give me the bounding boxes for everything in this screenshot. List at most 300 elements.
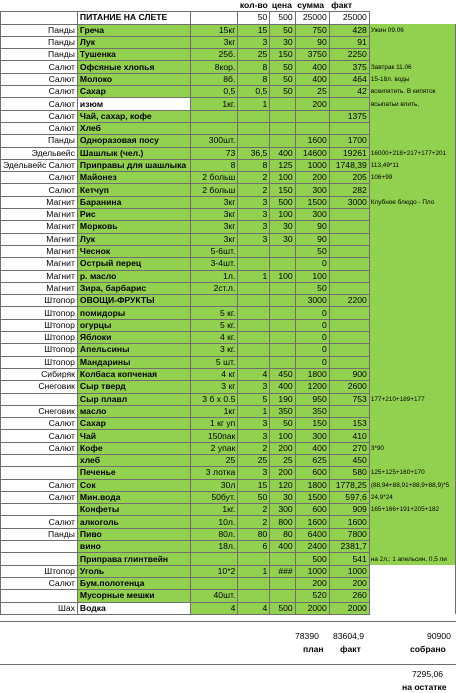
item-name-cell[interactable]: Яблоки (77, 332, 190, 344)
fact-cell[interactable]: 91 (329, 36, 369, 48)
qty-cell[interactable]: 3 (238, 221, 270, 233)
group-cell[interactable]: Салют (1, 418, 78, 430)
sum-cell[interactable] (295, 110, 329, 122)
sum-cell[interactable]: 0 (295, 332, 329, 344)
item-name-cell[interactable]: Уголь (77, 565, 190, 577)
note-cell[interactable] (369, 110, 455, 122)
group-cell[interactable]: Салют (1, 430, 78, 442)
sum-cell[interactable]: 90 (295, 233, 329, 245)
price-cell[interactable]: 50 (270, 418, 295, 430)
group-cell[interactable]: Магнит (1, 233, 78, 245)
qty-cell[interactable]: 2 (238, 172, 270, 184)
fact-cell[interactable] (329, 233, 369, 245)
group-cell[interactable]: Сибиряк (1, 368, 78, 380)
price-cell[interactable]: 30 (270, 36, 295, 48)
price-cell[interactable]: 200 (270, 467, 295, 479)
item-name-cell[interactable]: Приправы для шашлыка (77, 159, 190, 171)
fact-cell[interactable] (329, 122, 369, 134)
item-name-cell[interactable]: Колбаса копченая (77, 368, 190, 380)
item-name-cell[interactable]: Тушенка (77, 49, 190, 61)
price-cell[interactable]: 100 (270, 430, 295, 442)
fact-cell[interactable]: 450 (329, 454, 369, 466)
group-cell[interactable]: Панды (1, 528, 78, 540)
price-cell[interactable] (270, 98, 295, 110)
item-name-cell[interactable]: Рис (77, 209, 190, 221)
qty-cell[interactable]: 1 (238, 565, 270, 577)
group-cell[interactable] (1, 504, 78, 516)
sum-cell[interactable]: 3750 (295, 49, 329, 61)
item-name-cell[interactable]: Апельсины (77, 344, 190, 356)
item-name-cell[interactable]: Мин.вода (77, 491, 190, 503)
item-name-cell[interactable]: Сок (77, 479, 190, 491)
group-cell[interactable]: Магнит (1, 209, 78, 221)
group-cell[interactable]: Салют (1, 442, 78, 454)
price-cell[interactable]: 400 (270, 541, 295, 553)
note-cell[interactable] (369, 307, 455, 319)
unit-cell[interactable]: 80л. (191, 528, 238, 540)
unit-cell[interactable]: 8кор. (191, 61, 238, 73)
note-cell[interactable] (369, 135, 455, 147)
note-cell[interactable] (369, 368, 455, 380)
price-cell[interactable] (270, 258, 295, 270)
fact-cell[interactable]: 2600 (329, 381, 369, 393)
price-cell[interactable] (270, 577, 295, 589)
item-name-cell[interactable]: Пиво (77, 528, 190, 540)
unit-cell[interactable]: 4 кг. (191, 332, 238, 344)
sum-cell[interactable]: 90 (295, 36, 329, 48)
qty-cell[interactable] (238, 282, 270, 294)
note-cell[interactable] (369, 565, 455, 577)
group-cell[interactable]: Панды (1, 24, 78, 36)
fact-cell[interactable] (329, 282, 369, 294)
note-cell[interactable]: 125+125+160+170 (369, 467, 455, 479)
sum-cell[interactable]: 950 (295, 393, 329, 405)
fact-cell[interactable]: 153 (329, 418, 369, 430)
sum-cell[interactable]: 1600 (295, 135, 329, 147)
unit-cell[interactable]: 1кг. (191, 504, 238, 516)
note-cell[interactable]: Ужин 09.06 (369, 24, 455, 36)
item-name-cell[interactable]: Сыр тверд (77, 381, 190, 393)
qty-cell[interactable]: 2 (238, 184, 270, 196)
group-cell[interactable]: Штопор (1, 565, 78, 577)
item-name-cell[interactable]: Баранина (77, 196, 190, 208)
group-cell[interactable] (1, 467, 78, 479)
fact-cell[interactable] (329, 221, 369, 233)
qty-cell[interactable]: 50 (238, 491, 270, 503)
group-cell[interactable]: Магнит (1, 196, 78, 208)
item-name-cell[interactable]: Лук (77, 233, 190, 245)
qty-cell[interactable] (238, 319, 270, 331)
qty-cell[interactable]: 3 (238, 430, 270, 442)
unit-cell[interactable]: 73 (191, 147, 238, 159)
price-cell[interactable]: 120 (270, 479, 295, 491)
unit-cell[interactable]: 1л. (191, 270, 238, 282)
price-cell[interactable]: 50 (270, 24, 295, 36)
group-cell[interactable]: Эдельвейс (1, 147, 78, 159)
fact-cell[interactable]: 260 (329, 590, 369, 602)
unit-cell[interactable]: 4 (191, 602, 238, 614)
note-cell[interactable] (369, 319, 455, 331)
sum-cell[interactable]: 0 (295, 319, 329, 331)
unit-cell[interactable]: 25 (191, 454, 238, 466)
qty-cell[interactable]: 4 (238, 602, 270, 614)
note-cell[interactable]: 165+166+191+205+182 (369, 504, 455, 516)
unit-cell[interactable]: 4 кг (191, 368, 238, 380)
fact-cell[interactable]: 428 (329, 24, 369, 36)
unit-cell[interactable]: 5 шт. (191, 356, 238, 368)
qty-cell[interactable]: 3 (238, 196, 270, 208)
group-cell[interactable]: Салют (1, 577, 78, 589)
price-cell[interactable] (270, 344, 295, 356)
price-cell[interactable] (270, 110, 295, 122)
qty-cell[interactable]: 3 (238, 381, 270, 393)
group-cell[interactable] (1, 553, 78, 565)
sum-cell[interactable]: 1800 (295, 479, 329, 491)
header-sum[interactable]: сумма (295, 0, 329, 12)
price-cell[interactable]: 30 (270, 491, 295, 503)
unit-cell[interactable] (191, 295, 238, 307)
qty-cell[interactable] (238, 245, 270, 257)
note-cell[interactable]: на 2л.: 1 апельсин, 0,5 ли (369, 553, 455, 565)
price-cell[interactable] (270, 122, 295, 134)
note-cell[interactable] (369, 49, 455, 61)
fact-cell[interactable]: 2200 (329, 295, 369, 307)
group-cell[interactable]: Салют (1, 73, 78, 85)
item-name-cell[interactable]: ОВОЩИ-ФРУКТЫ (77, 295, 190, 307)
unit-cell[interactable]: 30л (191, 479, 238, 491)
unit-cell[interactable]: 25б. (191, 49, 238, 61)
fact-cell[interactable]: 200 (329, 577, 369, 589)
unit-cell[interactable]: 5 кг. (191, 319, 238, 331)
qty-cell[interactable]: 3 (238, 467, 270, 479)
price-cell[interactable]: ### (270, 565, 295, 577)
item-name-cell[interactable]: Чай, сахар, кофе (77, 110, 190, 122)
title-price[interactable]: 500 (270, 12, 295, 24)
sum-cell[interactable]: 350 (295, 405, 329, 417)
unit-cell[interactable]: 2 больш (191, 172, 238, 184)
unit-cell[interactable]: 15кг (191, 24, 238, 36)
note-cell[interactable] (369, 258, 455, 270)
title-sum[interactable]: 25000 (295, 12, 329, 24)
group-cell[interactable]: Салют (1, 479, 78, 491)
fact-cell[interactable]: 464 (329, 73, 369, 85)
note-cell[interactable]: (88,94+88,91+88,9+88,9)*5 (369, 479, 455, 491)
fact-cell[interactable]: 205 (329, 172, 369, 184)
fact-cell[interactable]: 1000 (329, 565, 369, 577)
unit-cell[interactable] (191, 110, 238, 122)
qty-cell[interactable]: 36,5 (238, 147, 270, 159)
qty-cell[interactable] (238, 110, 270, 122)
fact-cell[interactable] (329, 405, 369, 417)
group-cell[interactable]: Магнит (1, 282, 78, 294)
price-cell[interactable]: 30 (270, 233, 295, 245)
group-cell[interactable]: Магнит (1, 245, 78, 257)
fact-total-value[interactable]: 83604,9 (333, 631, 365, 641)
price-cell[interactable]: 500 (270, 602, 295, 614)
unit-cell[interactable]: 150пак (191, 430, 238, 442)
title-label[interactable]: ПИТАНИЕ НА СЛЕТЕ (77, 12, 190, 24)
item-name-cell[interactable]: Чай (77, 430, 190, 442)
fact-cell[interactable]: 282 (329, 184, 369, 196)
note-cell[interactable] (369, 405, 455, 417)
sum-cell[interactable]: 0 (295, 344, 329, 356)
sum-cell[interactable]: 400 (295, 73, 329, 85)
note-cell[interactable]: 3*90 (369, 442, 455, 454)
qty-cell[interactable] (238, 135, 270, 147)
item-name-cell[interactable]: Морковь (77, 221, 190, 233)
item-name-cell[interactable]: масло (77, 405, 190, 417)
note-cell[interactable]: 24,9*24 (369, 491, 455, 503)
unit-cell[interactable] (191, 122, 238, 134)
fact-cell[interactable]: 3000 (329, 196, 369, 208)
unit-cell[interactable]: 1кг (191, 405, 238, 417)
note-cell[interactable] (369, 381, 455, 393)
note-cell[interactable]: вскипятить. В кипяток (369, 86, 455, 98)
note-cell[interactable] (369, 356, 455, 368)
note-cell[interactable] (369, 516, 455, 528)
title-cell-empty[interactable] (1, 12, 78, 24)
fact-cell[interactable]: 1778,25 (329, 479, 369, 491)
note-cell[interactable] (369, 528, 455, 540)
item-name-cell[interactable]: Бум.полотенца (77, 577, 190, 589)
qty-cell[interactable] (238, 590, 270, 602)
sum-cell[interactable]: 400 (295, 61, 329, 73)
price-cell[interactable]: 100 (270, 270, 295, 282)
fact-cell[interactable] (329, 344, 369, 356)
qty-cell[interactable]: 2 (238, 504, 270, 516)
sum-cell[interactable]: 1600 (295, 516, 329, 528)
unit-cell[interactable]: 3 лотка (191, 467, 238, 479)
group-cell[interactable]: Штопор (1, 332, 78, 344)
fact-cell[interactable]: 580 (329, 467, 369, 479)
qty-cell[interactable]: 2 (238, 442, 270, 454)
collected-value[interactable]: 90900 (427, 631, 451, 641)
unit-cell[interactable]: 1кг. (191, 98, 238, 110)
qty-cell[interactable]: 1 (238, 405, 270, 417)
group-cell[interactable] (1, 541, 78, 553)
fact-cell[interactable]: 900 (329, 368, 369, 380)
fact-cell[interactable] (329, 245, 369, 257)
fact-cell[interactable]: 1600 (329, 516, 369, 528)
qty-cell[interactable] (238, 307, 270, 319)
group-cell[interactable]: Штопор (1, 319, 78, 331)
sum-cell[interactable]: 90 (295, 221, 329, 233)
unit-cell[interactable]: 3кг (191, 233, 238, 245)
fact-cell[interactable]: 410 (329, 430, 369, 442)
note-cell[interactable] (369, 430, 455, 442)
item-name-cell[interactable]: Сахар (77, 86, 190, 98)
note-cell[interactable]: Клубное блюдо - Пло (369, 196, 455, 208)
unit-cell[interactable]: 8 (191, 159, 238, 171)
group-cell[interactable] (1, 590, 78, 602)
sum-cell[interactable]: 750 (295, 24, 329, 36)
fact-cell[interactable]: 1375 (329, 110, 369, 122)
unit-cell[interactable] (191, 553, 238, 565)
qty-cell[interactable] (238, 356, 270, 368)
group-cell[interactable]: Панды (1, 49, 78, 61)
sum-cell[interactable]: 300 (295, 430, 329, 442)
unit-cell[interactable]: 3кг (191, 209, 238, 221)
fact-cell[interactable]: 2250 (329, 49, 369, 61)
item-name-cell[interactable]: Кетчуп (77, 184, 190, 196)
note-cell[interactable] (369, 344, 455, 356)
group-cell[interactable]: Шах (1, 602, 78, 614)
group-cell[interactable]: Салют (1, 122, 78, 134)
unit-cell[interactable]: 18л. (191, 541, 238, 553)
sum-cell[interactable]: 100 (295, 270, 329, 282)
fact-cell[interactable]: 2381,7 (329, 541, 369, 553)
price-cell[interactable]: 150 (270, 184, 295, 196)
item-name-cell[interactable]: р. масло (77, 270, 190, 282)
group-cell[interactable]: Салют (1, 184, 78, 196)
header-price[interactable]: цена (270, 0, 295, 12)
qty-cell[interactable]: 3 (238, 233, 270, 245)
price-cell[interactable]: 350 (270, 405, 295, 417)
fact-cell[interactable] (329, 307, 369, 319)
item-name-cell[interactable]: Шашлык (чел.) (77, 147, 190, 159)
note-cell[interactable] (369, 418, 455, 430)
plan-value[interactable]: 78390 (295, 631, 319, 641)
unit-cell[interactable] (191, 577, 238, 589)
qty-cell[interactable] (238, 332, 270, 344)
note-cell[interactable] (369, 541, 455, 553)
note-cell[interactable]: 16000+218+217+177+201 (369, 147, 455, 159)
sum-cell[interactable]: 1000 (295, 159, 329, 171)
qty-cell[interactable]: 1 (238, 270, 270, 282)
price-cell[interactable]: 100 (270, 172, 295, 184)
price-cell[interactable]: 50 (270, 86, 295, 98)
group-cell[interactable]: Панды (1, 36, 78, 48)
sum-cell[interactable]: 0 (295, 258, 329, 270)
unit-cell[interactable]: 2 больш (191, 184, 238, 196)
item-name-cell[interactable]: Водка (77, 602, 190, 614)
price-cell[interactable]: 125 (270, 159, 295, 171)
item-name-cell[interactable]: Острый перец (77, 258, 190, 270)
sum-cell[interactable]: 1000 (295, 565, 329, 577)
price-cell[interactable]: 400 (270, 381, 295, 393)
unit-cell[interactable]: 3кг (191, 221, 238, 233)
price-cell[interactable]: 50 (270, 61, 295, 73)
unit-cell[interactable]: 5 кг. (191, 307, 238, 319)
note-cell[interactable] (369, 577, 455, 589)
sum-cell[interactable]: 1200 (295, 381, 329, 393)
qty-cell[interactable]: 3 (238, 36, 270, 48)
price-cell[interactable] (270, 245, 295, 257)
price-cell[interactable]: 450 (270, 368, 295, 380)
item-name-cell[interactable]: Зира, барбарис (77, 282, 190, 294)
group-cell[interactable]: Салют (1, 110, 78, 122)
header-qty[interactable]: кол-во (239, 0, 268, 11)
unit-cell[interactable]: 3 кг. (191, 344, 238, 356)
item-name-cell[interactable]: Майонез (77, 172, 190, 184)
qty-cell[interactable]: 4 (238, 368, 270, 380)
qty-cell[interactable] (238, 344, 270, 356)
price-cell[interactable] (270, 307, 295, 319)
qty-cell[interactable]: 25 (238, 454, 270, 466)
item-name-cell[interactable]: хлеб (77, 454, 190, 466)
qty-cell[interactable]: 8 (238, 73, 270, 85)
qty-cell[interactable]: 3 (238, 209, 270, 221)
sum-cell[interactable]: 1500 (295, 196, 329, 208)
item-name-cell[interactable]: алкоголь (77, 516, 190, 528)
note-cell[interactable]: 15-18л. воды (369, 73, 455, 85)
sum-cell[interactable] (295, 122, 329, 134)
note-cell[interactable]: всыпатьи влить, (369, 98, 455, 110)
price-cell[interactable]: 190 (270, 393, 295, 405)
unit-cell[interactable]: 3 кг (191, 381, 238, 393)
qty-cell[interactable]: 2 (238, 516, 270, 528)
qty-cell[interactable]: 25 (238, 49, 270, 61)
fact-cell[interactable]: 19261 (329, 147, 369, 159)
sum-cell[interactable]: 300 (295, 184, 329, 196)
qty-cell[interactable]: 8 (238, 159, 270, 171)
note-cell[interactable] (369, 233, 455, 245)
price-cell[interactable] (270, 356, 295, 368)
fact-cell[interactable]: 909 (329, 504, 369, 516)
note-cell[interactable] (369, 270, 455, 282)
item-name-cell[interactable]: Греча (77, 24, 190, 36)
qty-cell[interactable]: 6 (238, 541, 270, 553)
note-cell[interactable]: Завтрак 11.06 (369, 61, 455, 73)
sum-cell[interactable]: 2400 (295, 541, 329, 553)
sum-cell[interactable]: 300 (295, 209, 329, 221)
sum-cell[interactable]: 625 (295, 454, 329, 466)
sum-cell[interactable]: 200 (295, 577, 329, 589)
unit-cell[interactable]: 1 кг уп (191, 418, 238, 430)
group-cell[interactable]: Магнит (1, 270, 78, 282)
price-cell[interactable]: 800 (270, 516, 295, 528)
group-cell[interactable] (1, 393, 78, 405)
fact-cell[interactable]: 375 (329, 61, 369, 73)
group-cell[interactable]: Панды (1, 135, 78, 147)
note-cell[interactable] (369, 36, 455, 48)
unit-cell[interactable]: 10*2 (191, 565, 238, 577)
note-cell[interactable] (369, 454, 455, 466)
qty-cell[interactable]: 1 (238, 98, 270, 110)
unit-cell[interactable]: 50бут. (191, 491, 238, 503)
unit-cell[interactable]: 0,5 (191, 86, 238, 98)
sum-cell[interactable]: 25 (295, 86, 329, 98)
fact-cell[interactable]: 270 (329, 442, 369, 454)
qty-cell[interactable] (238, 295, 270, 307)
fact-cell[interactable]: 1748,39 (329, 159, 369, 171)
item-name-cell[interactable]: Чеснок (77, 245, 190, 257)
item-name-cell[interactable]: Кофе (77, 442, 190, 454)
note-cell[interactable]: 113,49*11 (369, 159, 455, 171)
item-name-cell[interactable]: изюм (77, 98, 190, 110)
item-name-cell[interactable]: Одноразовая посу (77, 135, 190, 147)
sum-cell[interactable]: 0 (295, 356, 329, 368)
item-name-cell[interactable]: Лук (77, 36, 190, 48)
qty-cell[interactable] (238, 122, 270, 134)
price-cell[interactable] (270, 282, 295, 294)
sum-cell[interactable]: 600 (295, 504, 329, 516)
sum-cell[interactable]: 2000 (295, 602, 329, 614)
group-cell[interactable]: Магнит (1, 258, 78, 270)
unit-cell[interactable]: 5-6шт. (191, 245, 238, 257)
note-cell[interactable] (369, 295, 455, 307)
qty-cell[interactable] (238, 577, 270, 589)
group-cell[interactable]: Салют (1, 516, 78, 528)
sum-cell[interactable]: 50 (295, 245, 329, 257)
note-cell[interactable]: 106+99 (369, 172, 455, 184)
qty-cell[interactable]: 0,5 (238, 86, 270, 98)
fact-cell[interactable] (329, 332, 369, 344)
group-cell[interactable] (1, 454, 78, 466)
group-cell[interactable]: Магнит (1, 221, 78, 233)
note-cell[interactable] (369, 590, 455, 602)
title-qty[interactable]: 50 (238, 12, 270, 24)
